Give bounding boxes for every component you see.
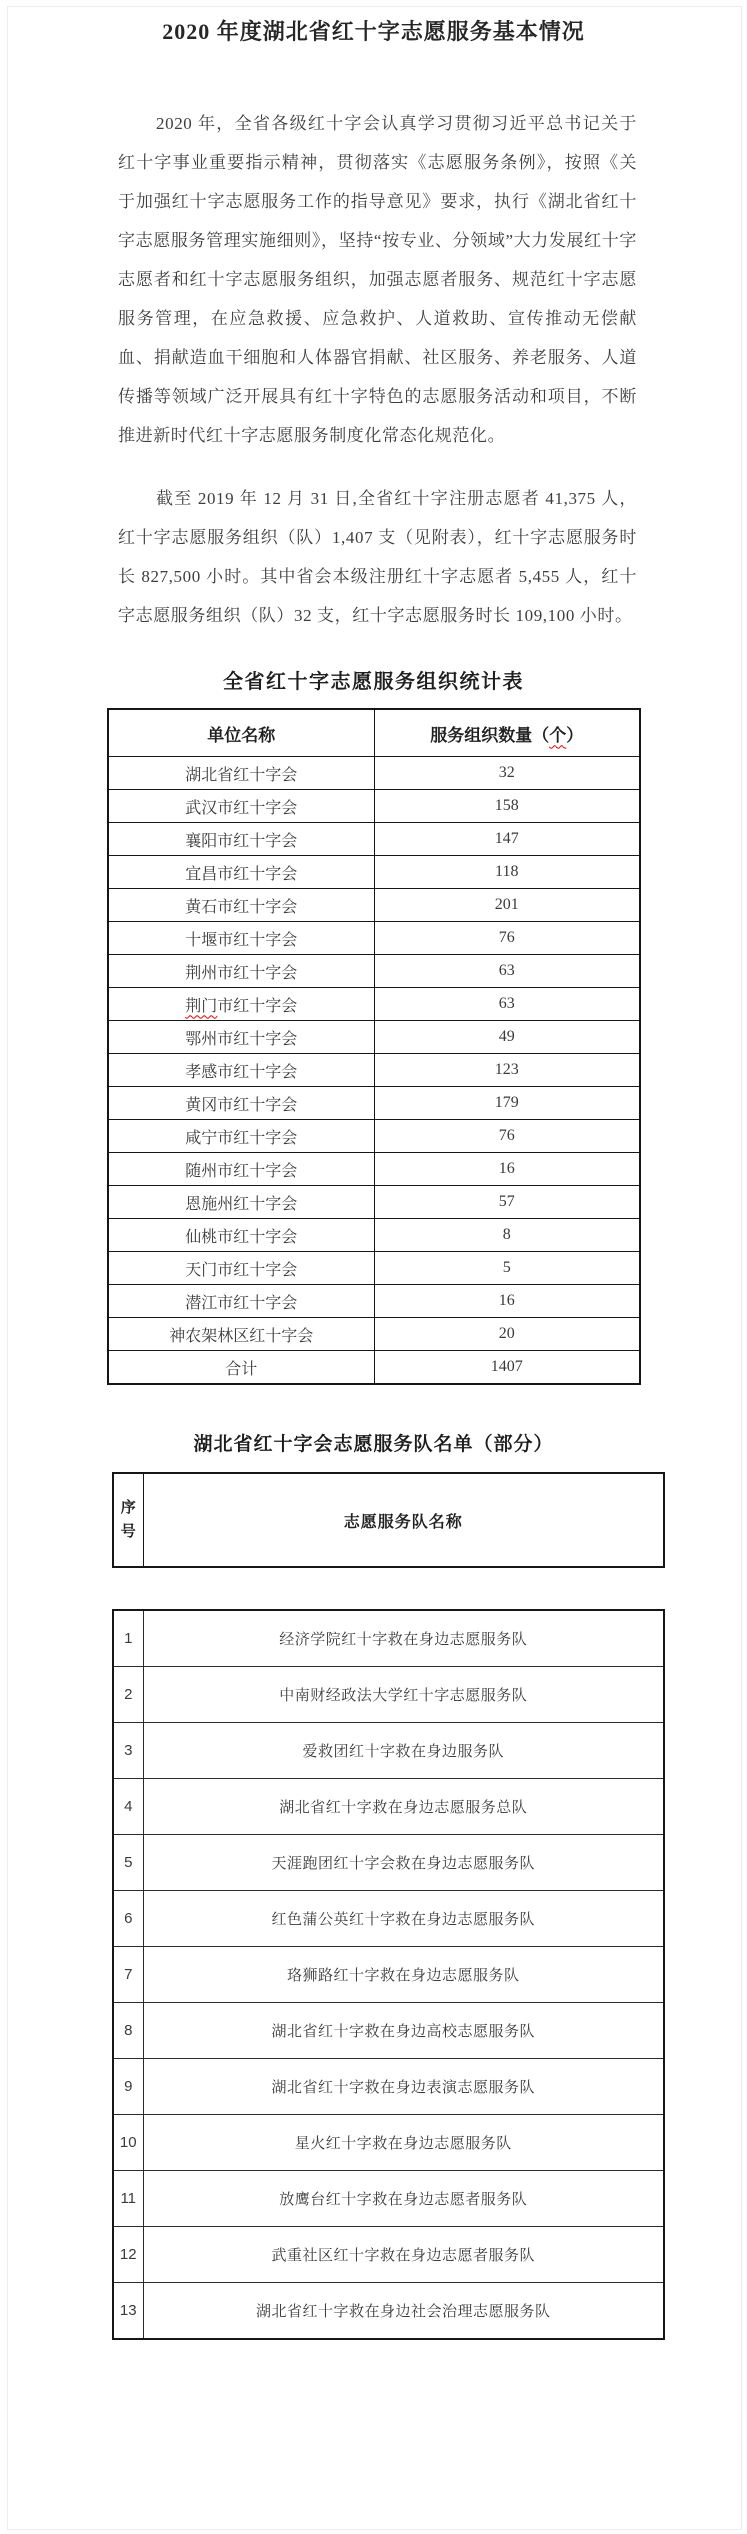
serial-cell: 10 bbox=[113, 2115, 143, 2171]
teams-table-row bbox=[113, 2283, 664, 2340]
unit-cell: 武汉市红十字会 bbox=[108, 790, 374, 823]
team-name-cell: 天涯跑团红十字会救在身边志愿服务队 bbox=[143, 1835, 664, 1891]
stats-table-row bbox=[108, 889, 640, 922]
team-name-cell: 武重社区红十字救在身边志愿者服务队 bbox=[143, 2227, 664, 2283]
unit-cell: 咸宁市红十字会 bbox=[108, 1120, 374, 1153]
stats-table-row bbox=[108, 1318, 640, 1351]
team-name-cell: 星火红十字救在身边志愿服务队 bbox=[143, 2115, 664, 2171]
unit-header-cell bbox=[108, 709, 374, 757]
unit-cell: 孝感市红十字会 bbox=[108, 1054, 374, 1087]
stats-table bbox=[107, 708, 641, 1385]
stats-table-body bbox=[108, 757, 640, 1385]
teams-table-row bbox=[113, 1723, 664, 1779]
count-cell: 63 bbox=[374, 955, 640, 988]
teams-table-row bbox=[113, 1667, 664, 1723]
teams-table-row bbox=[113, 1779, 664, 1835]
serial-cell: 12 bbox=[113, 2227, 143, 2283]
unit-cell: 荆州市红十字会 bbox=[108, 955, 374, 988]
teams-table-row bbox=[113, 2059, 664, 2115]
team-name-cell: 湖北省红十字救在身边表演志愿服务队 bbox=[143, 2059, 664, 2115]
count-cell: 16 bbox=[374, 1153, 640, 1186]
count-cell: 147 bbox=[374, 823, 640, 856]
teams-table-row bbox=[113, 1947, 664, 2003]
teams-table-row bbox=[113, 1891, 664, 1947]
team-name-cell: 红色蒲公英红十字救在身边志愿服务队 bbox=[143, 1891, 664, 1947]
unit-cell: 宜昌市红十字会 bbox=[108, 856, 374, 889]
stats-table-row bbox=[108, 757, 640, 790]
stats-table-row bbox=[108, 823, 640, 856]
count-cell: 5 bbox=[374, 1252, 640, 1285]
stats-table-row bbox=[108, 1219, 640, 1252]
count-cell: 1407 bbox=[374, 1351, 640, 1385]
stats-table-row bbox=[108, 1054, 640, 1087]
unit-cell: 湖北省红十字会 bbox=[108, 757, 374, 790]
unit-cell: 神农架林区红十字会 bbox=[108, 1318, 374, 1351]
count-cell: 76 bbox=[374, 922, 640, 955]
serial-cell: 6 bbox=[113, 1891, 143, 1947]
unit-cell: 鄂州市红十字会 bbox=[108, 1021, 374, 1054]
count-cell: 63 bbox=[374, 988, 640, 1021]
stats-table-row bbox=[108, 955, 640, 988]
team-name-cell: 爱救团红十字救在身边服务队 bbox=[143, 1723, 664, 1779]
count-cell: 8 bbox=[374, 1219, 640, 1252]
count-header-label-prefix: 服务组织数量（ bbox=[430, 725, 550, 745]
teams-table-row bbox=[113, 2003, 664, 2059]
serial-cell: 11 bbox=[113, 2171, 143, 2227]
team-name-cell: 湖北省红十字救在身边高校志愿服务队 bbox=[143, 2003, 664, 2059]
intro-paragraph: 2020 年，全省各级红十字会认真学习贯彻习近平总书记关于红十字事业重要指示精神，贯彻落实《志愿服务条例》，按照《关于加强红十字志愿服务工作的指导意见》要求，执行《湖北省红十字志愿服务管理实施细则》，坚持“按专业、分领域”大力发展红十字志愿者和红十字志愿服务组织，加强志愿者服务、规范红十字志愿服务管理，在应急救援、应急救护、人道救助、宣传推动无偿献血、捐献造血干细胞和人体器官捐献、社区服务、养老服务、人道传播等领域广泛开展具有红十字特色的志愿服务活动和项目，不断推进新时代红十字志愿服务制度化常态化规范化。 bbox=[118, 114, 637, 445]
unit-cell: 十堰市红十字会 bbox=[108, 922, 374, 955]
teams-table-body bbox=[113, 1610, 664, 2339]
serial-cell: 7 bbox=[113, 1947, 143, 2003]
serial-header-line1: 序 bbox=[120, 1499, 136, 1516]
team-name-cell: 放鹰台红十字救在身边志愿者服务队 bbox=[143, 2171, 664, 2227]
stats-table-row bbox=[108, 922, 640, 955]
teams-header-table bbox=[112, 1472, 665, 1568]
count-header-cell bbox=[374, 709, 640, 757]
stats-table-header-row bbox=[108, 709, 640, 757]
stats-table-row bbox=[108, 790, 640, 823]
count-cell: 32 bbox=[374, 757, 640, 790]
unit-cell: 荆门市红十字会 bbox=[108, 988, 374, 1021]
stats-table-row bbox=[108, 1087, 640, 1120]
unit-cell: 黄石市红十字会 bbox=[108, 889, 374, 922]
document-title: 2020 年度湖北省红十字志愿服务基本情况 bbox=[162, 19, 585, 44]
count-cell: 179 bbox=[374, 1087, 640, 1120]
stats-table-row bbox=[108, 1021, 640, 1054]
unit-cell: 天门市红十字会 bbox=[108, 1252, 374, 1285]
serial-header-cell bbox=[113, 1473, 143, 1567]
teams-table-row bbox=[113, 1610, 664, 1667]
unit-cell: 随州市红十字会 bbox=[108, 1153, 374, 1186]
teams-table-row bbox=[113, 2171, 664, 2227]
teams-table-row bbox=[113, 2227, 664, 2283]
serial-cell: 2 bbox=[113, 1667, 143, 1723]
team-name-cell: 湖北省红十字救在身边志愿服务总队 bbox=[143, 1779, 664, 1835]
stats-table-row bbox=[108, 1351, 640, 1385]
teams-table bbox=[112, 1609, 665, 2340]
unit-cell: 仙桃市红十字会 bbox=[108, 1219, 374, 1252]
team-name-cell: 中南财经政法大学红十字志愿服务队 bbox=[143, 1667, 664, 1723]
count-cell: 118 bbox=[374, 856, 640, 889]
teams-table-title: 湖北省红十字会志愿服务队名单（部分） bbox=[193, 1434, 554, 1455]
count-cell: 158 bbox=[374, 790, 640, 823]
count-cell: 76 bbox=[374, 1120, 640, 1153]
teams-table-row bbox=[113, 1835, 664, 1891]
stats-table-row bbox=[108, 988, 640, 1021]
count-cell: 123 bbox=[374, 1054, 640, 1087]
stats-table-row bbox=[108, 1186, 640, 1219]
count-cell: 201 bbox=[374, 889, 640, 922]
count-cell: 16 bbox=[374, 1285, 640, 1318]
serial-cell: 9 bbox=[113, 2059, 143, 2115]
unit-cell: 合计 bbox=[108, 1351, 374, 1385]
serial-cell: 4 bbox=[113, 1779, 143, 1835]
stats-table-row bbox=[108, 856, 640, 889]
unit-cell: 恩施州红十字会 bbox=[108, 1186, 374, 1219]
count-header-squiggle-text: 个 bbox=[549, 725, 567, 745]
count-cell: 20 bbox=[374, 1318, 640, 1351]
unit-header-label: 单位名称 bbox=[207, 725, 276, 745]
unit-cell: 襄阳市红十字会 bbox=[108, 823, 374, 856]
unit-cell: 黄冈市红十字会 bbox=[108, 1087, 374, 1120]
serial-cell: 5 bbox=[113, 1835, 143, 1891]
teams-table-header-row bbox=[113, 1473, 664, 1567]
count-header-label-suffix: ） bbox=[566, 725, 584, 745]
count-cell: 57 bbox=[374, 1186, 640, 1219]
serial-cell: 13 bbox=[113, 2283, 143, 2340]
serial-cell: 3 bbox=[113, 1723, 143, 1779]
stats-table-row bbox=[108, 1285, 640, 1318]
unit-cell: 潜江市红十字会 bbox=[108, 1285, 374, 1318]
unit-squiggle-text: 荆门 bbox=[185, 997, 218, 1015]
stats-table-row bbox=[108, 1153, 640, 1186]
serial-cell: 1 bbox=[113, 1610, 143, 1667]
stats-paragraph: 截至 2019 年 12 月 31 日,全省红十字注册志愿者 41,375 人，红十字志愿服务组织（队）1,407 支（见附表），红十字志愿服务时长 827,500 小时。其中省会本级注册红十字志愿者 5,455 人，红十字志愿服务组织（队）32 支，红十字志愿服务时长 109,100 小时。 bbox=[118, 489, 637, 625]
serial-cell: 8 bbox=[113, 2003, 143, 2059]
stats-table-title: 全省红十字志愿服务组织统计表 bbox=[223, 671, 524, 693]
team-name-header-cell: 志愿服务队名称 bbox=[143, 1473, 664, 1567]
team-name-cell: 湖北省红十字救在身边社会治理志愿服务队 bbox=[143, 2283, 664, 2340]
count-cell: 49 bbox=[374, 1021, 640, 1054]
team-name-cell: 经济学院红十字救在身边志愿服务队 bbox=[143, 1610, 664, 1667]
stats-table-row bbox=[108, 1252, 640, 1285]
stats-table-row bbox=[108, 1120, 640, 1153]
serial-header-line2: 号 bbox=[120, 1523, 136, 1540]
teams-table-row bbox=[113, 2115, 664, 2171]
team-name-cell: 珞狮路红十字救在身边志愿服务队 bbox=[143, 1947, 664, 2003]
